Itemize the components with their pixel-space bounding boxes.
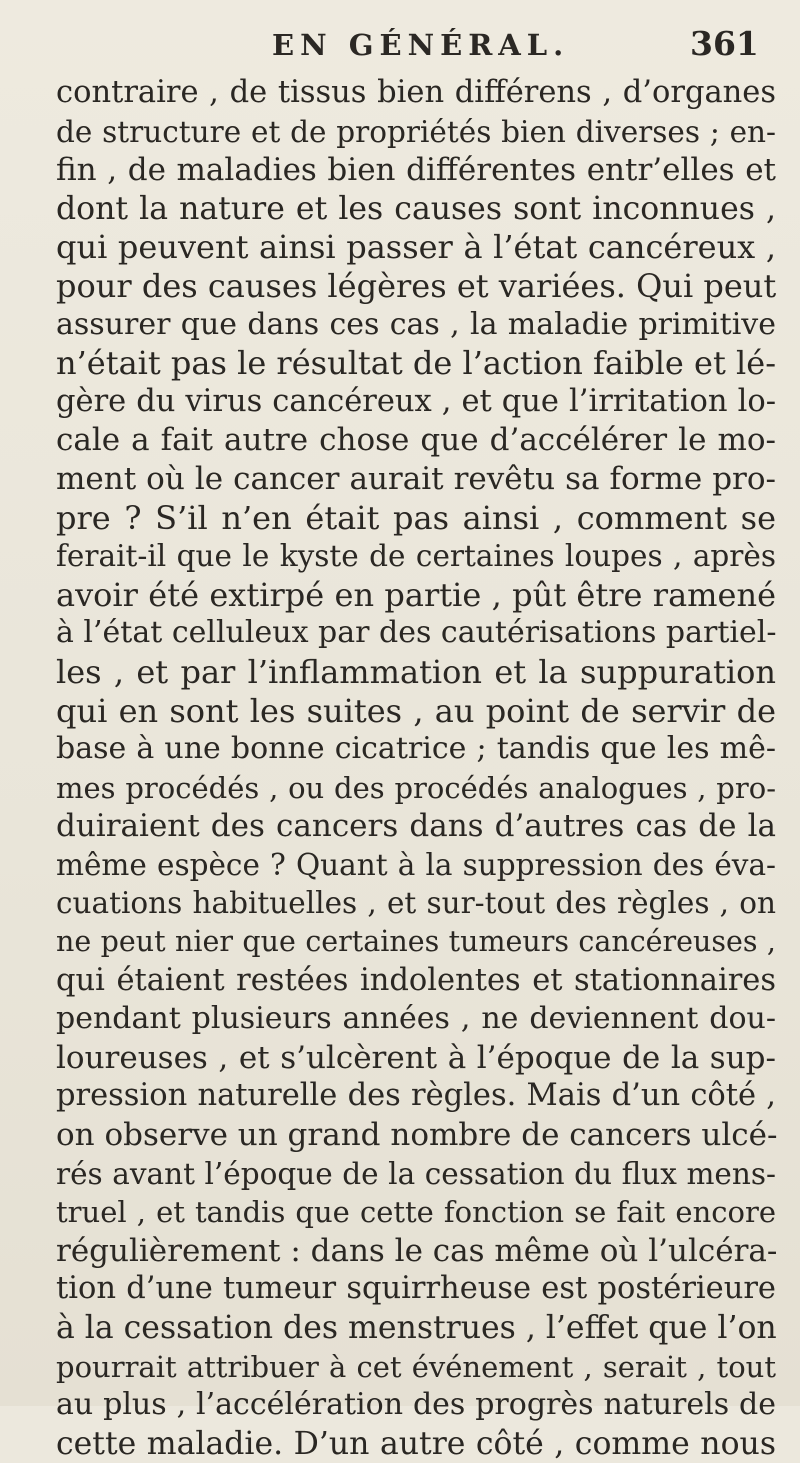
text-line: cuations habituelles , et sur-tout des règles , on xyxy=(56,886,776,921)
text-line: fin , de maladies bien différentes entr’elles et xyxy=(56,152,776,189)
text-line: pendant plusieurs années , ne deviennent dou- xyxy=(56,1001,776,1037)
text-line: pourrait attribuer à cet événement , serait , tout xyxy=(56,1349,776,1384)
text-line: qui peuvent ainsi passer à l’état cancéreux , xyxy=(56,228,776,267)
text-line: régulièrement : dans le cas même où l’ulcéra- xyxy=(56,1232,778,1269)
text-line: base à une bonne cicatrice ; tandis que les mê- xyxy=(56,731,776,767)
text-line: de structure et de propriétés bien diverses ; en- xyxy=(56,114,776,149)
text-line: assurer que dans ces cas , la maladie primitive xyxy=(56,306,776,342)
text-line: truel , et tandis que cette fonction se fait encore xyxy=(56,1195,776,1230)
text-line: n’était pas le résultat de l’action faible et lé- xyxy=(56,344,776,383)
text-line: à l’état celluleux par des cautérisations partiel- xyxy=(56,615,777,651)
text-line: les , et par l’inflammation et la suppuration xyxy=(56,652,776,691)
text-line: au plus , l’accélération des progrès naturels de xyxy=(56,1387,776,1423)
running-head: EN GÉNÉRAL. xyxy=(272,28,570,62)
page-number: 361 xyxy=(690,24,759,63)
body-text xyxy=(56,74,776,1463)
text-line: mes procédés , ou des procédés analogues , pro- xyxy=(56,770,776,805)
text-line: ne peut nier que certaines tumeurs cancéreuses , xyxy=(56,925,776,959)
text-line: ment où le cancer aurait revêtu sa forme pro- xyxy=(56,460,776,497)
text-line: on observe un grand nombre de cancers ulcé- xyxy=(56,1117,778,1154)
text-line: duiraient des cancers dans d’autres cas de la xyxy=(56,808,776,845)
text-line: loureuses , et s’ulcèrent à l’époque de la sup- xyxy=(56,1039,776,1076)
text-line: tion d’une tumeur squirrheuse est postérieure xyxy=(56,1271,776,1307)
text-line: pression naturelle des règles. Mais d’un côté , xyxy=(56,1078,776,1114)
text-line: contraire , de tissus bien différens , d’organes xyxy=(56,75,776,110)
text-line: pre ? S’il n’en était pas ainsi , comment se xyxy=(56,498,776,537)
text-line: qui étaient restées indolentes et stationnaires xyxy=(56,962,776,998)
text-line: rés avant l’époque de la cessation du flux mens- xyxy=(56,1156,776,1191)
text-line: ferait-il que le kyste de certaines loupes , après xyxy=(56,539,776,574)
text-line: dont la nature et les causes sont inconnues , xyxy=(56,190,776,227)
text-line: qui en sont les suites , au point de servir de xyxy=(56,691,776,730)
page-header xyxy=(0,20,800,70)
text-line: gère du virus cancéreux , et que l’irritation lo- xyxy=(56,383,776,419)
text-line: avoir été extirpé en partie , pût être ramené xyxy=(56,575,776,614)
text-line: pour des causes légères et variées. Qui peut xyxy=(56,266,777,305)
text-line: cette maladie. D’un autre côté , comme nous xyxy=(56,1425,776,1462)
text-line: même espèce ? Quant à la suppression des éva- xyxy=(56,847,776,882)
text-line: cale a fait autre chose que d’accélérer le mo- xyxy=(56,422,776,459)
text-line: à la cessation des menstrues , l’effet que l’on xyxy=(56,1310,777,1346)
